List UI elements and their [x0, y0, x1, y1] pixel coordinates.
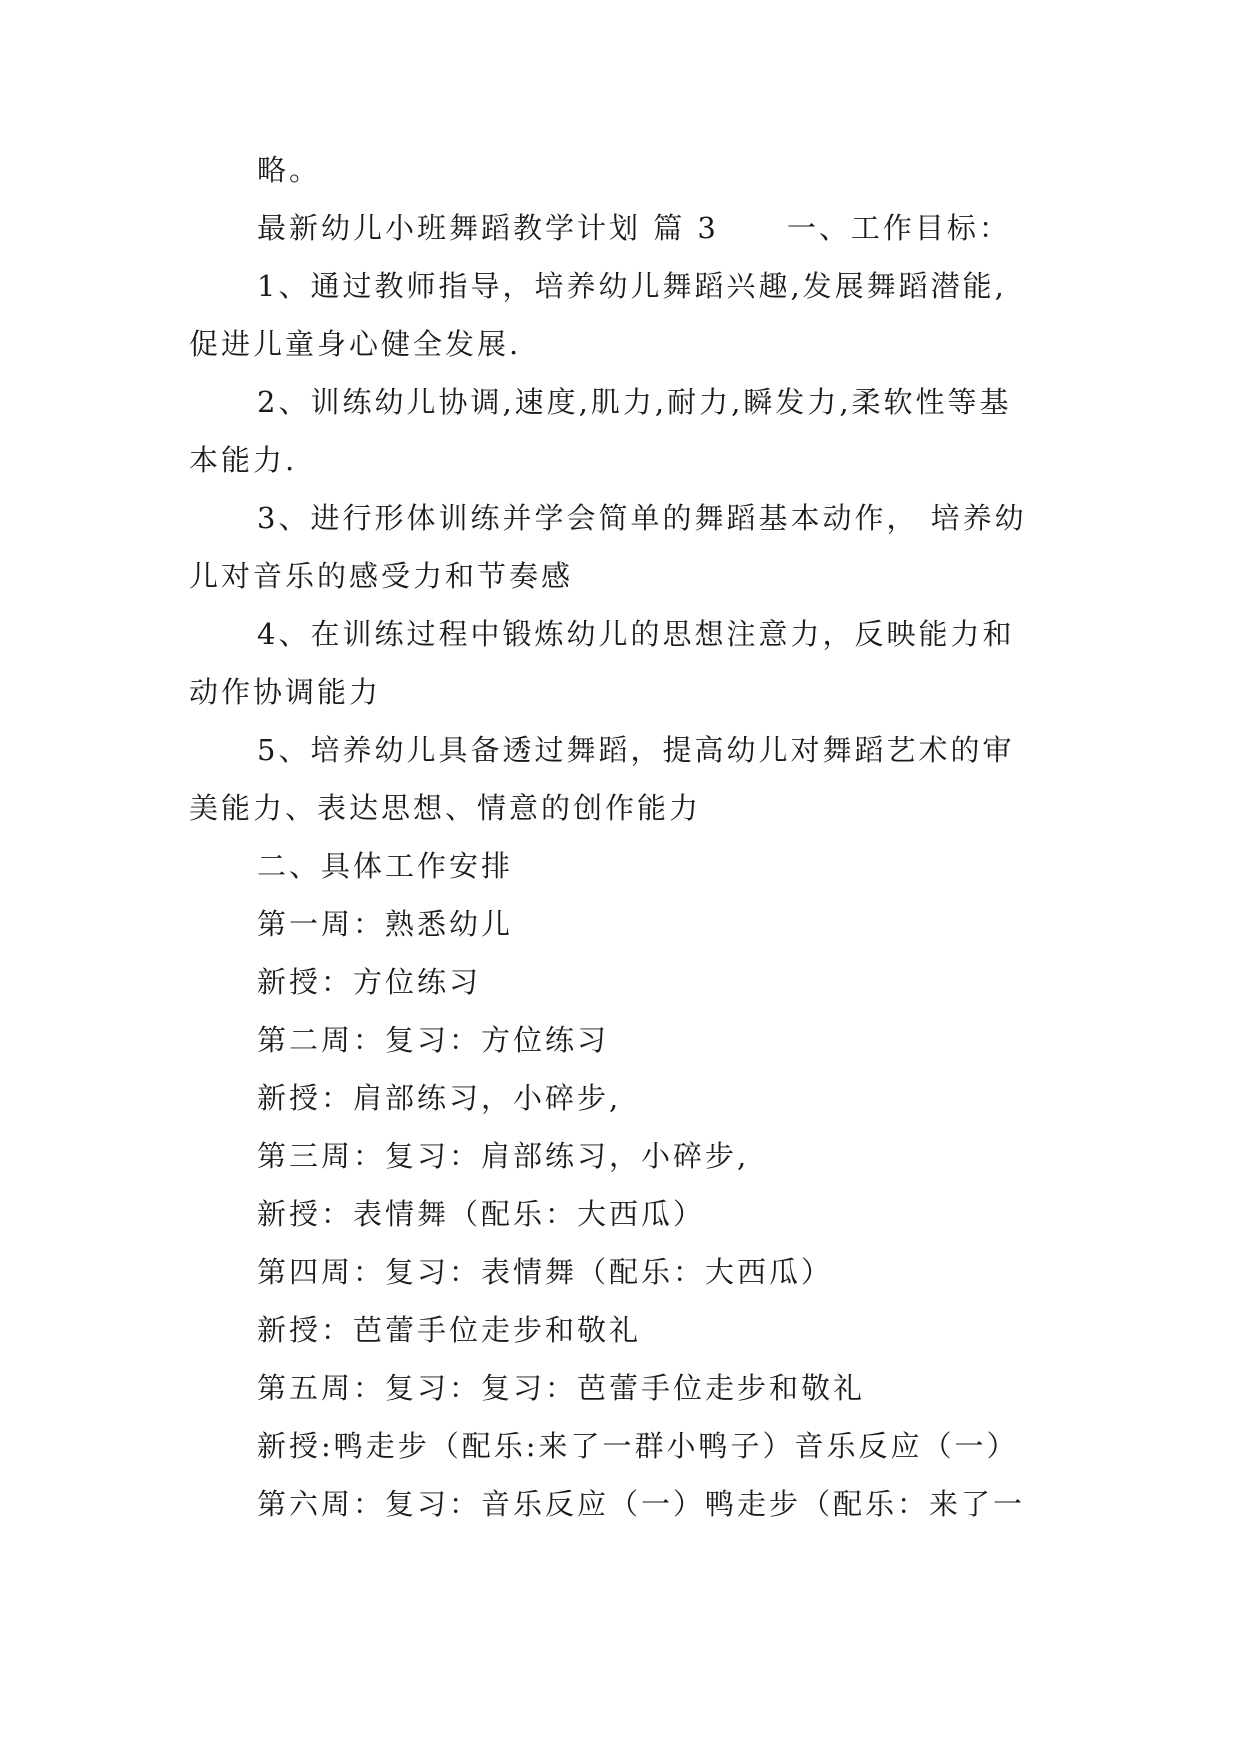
- week-3-new: 新授：表情舞（配乐：大西瓜）: [257, 1197, 706, 1231]
- week-4: 第四周：复习：表情舞（配乐：大西瓜）: [257, 1255, 834, 1289]
- goal-4-line-1: 4、在训练过程中锻炼幼儿的思想注意力，反映能力和: [257, 617, 1015, 651]
- goal-1-line-1: 1、通过教师指导，培养幼儿舞蹈兴趣,发展舞蹈潜能,: [257, 269, 1007, 303]
- goal-5-line-2: 美能力、表达思想、情意的创作能力: [189, 791, 702, 825]
- week-1-new: 新授：方位练习: [257, 965, 482, 999]
- week-5-new: 新授:鸭走步（配乐:来了一群小鸭子）音乐反应（一）: [257, 1429, 1019, 1463]
- goal-3-line-1: 3、进行形体训练并学会简单的舞蹈基本动作， 培养幼: [257, 501, 1027, 535]
- goal-2-line-1: 2、训练幼儿协调,速度,肌力,耐力,瞬发力,柔软性等基: [257, 385, 1012, 419]
- goal-4-line-2: 动作协调能力: [189, 675, 382, 709]
- goal-3-line-2: 儿对音乐的感受力和节奏感: [189, 559, 574, 593]
- week-6: 第六周：复习：音乐反应（一）鸭走步（配乐：来了一: [257, 1487, 1026, 1521]
- goal-2-line-2: 本能力.: [189, 443, 298, 477]
- work-goals-heading: 一、工作目标：: [786, 211, 1011, 245]
- section-heading-line: [257, 208, 1011, 248]
- goal-1-line-2: 促进儿童身心健全发展.: [189, 327, 522, 361]
- week-2-new: 新授：肩部练习，小碎步,: [257, 1081, 622, 1115]
- text-line-1: 略。: [257, 153, 322, 187]
- week-2: 第二周：复习：方位练习: [257, 1023, 610, 1057]
- schedule-heading: 二、具体工作安排: [257, 849, 514, 883]
- week-3: 第三周：复习：肩部练习，小碎步,: [257, 1139, 750, 1173]
- week-4-new: 新授：芭蕾手位走步和敬礼: [257, 1313, 642, 1347]
- week-5: 第五周：复习：复习：芭蕾手位走步和敬礼: [257, 1371, 866, 1405]
- week-1: 第一周：熟悉幼儿: [257, 907, 514, 941]
- goal-5-line-1: 5、培养幼儿具备透过舞蹈，提高幼儿对舞蹈艺术的审: [257, 733, 1015, 767]
- article-title: 最新幼儿小班舞蹈教学计划 篇 3: [257, 211, 719, 245]
